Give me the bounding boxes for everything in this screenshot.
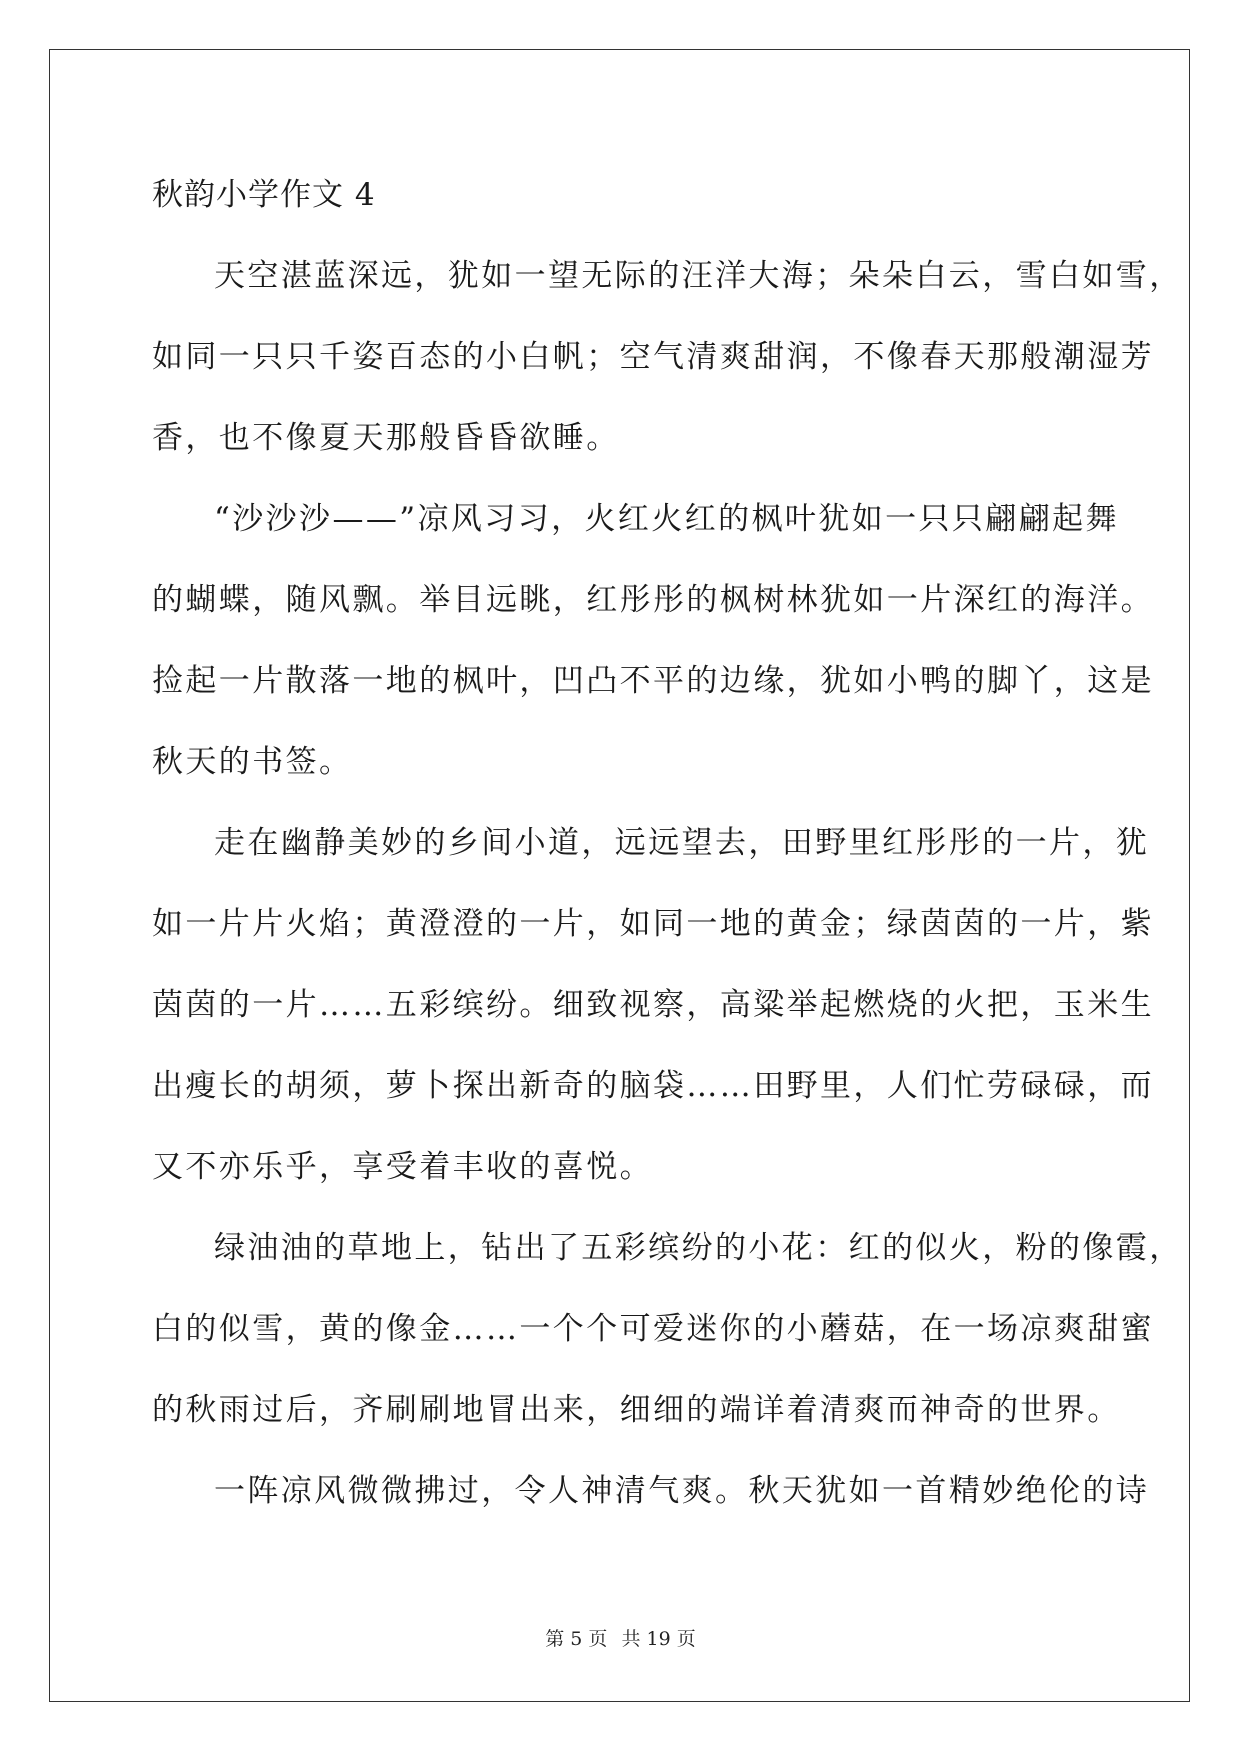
paragraph-line: 出瘦长的胡须，萝卜探出新奇的脑袋……田野里，人们忙劳碌碌，而 [152, 1068, 1154, 1104]
paragraph-line: 一阵凉风微微拂过，令人神清气爽。秋天犹如一首精妙绝伦的诗 [214, 1473, 1150, 1509]
paragraph-line: 香，也不像夏天那般昏昏欲睡。 [152, 420, 620, 456]
paragraph [152, 803, 1154, 1208]
paragraph-line: 如一片片火焰；黄澄澄的一片，如同一地的黄金；绿茵茵的一片，紫 [152, 906, 1154, 942]
paragraph [152, 1451, 1150, 1532]
paragraph-line: 捡起一片散落一地的枫叶，凹凸不平的边缘，犹如小鸭的脚丫，这是 [152, 663, 1154, 699]
page-number: 第 5 页 [545, 1628, 608, 1650]
paragraph-line: 如同一只只千姿百态的小白帆；空气清爽甜润，不像春天那般潮湿芳 [152, 339, 1154, 375]
page-footer [0, 1627, 1241, 1651]
paragraph [152, 1208, 1183, 1451]
paragraph-line: 绿油油的草地上，钻出了五彩缤纷的小花：红的似火，粉的像霞， [214, 1230, 1183, 1266]
paragraph-line: 的蝴蝶，随风飘。举目远眺，红彤彤的枫树林犹如一片深红的海洋。 [152, 582, 1154, 618]
paragraph-line: 白的似雪，黄的像金……一个个可爱迷你的小蘑菇，在一场凉爽甜蜜 [152, 1311, 1154, 1347]
paragraph-line: 走在幽静美妙的乡间小道，远远望去，田野里红彤彤的一片，犹 [214, 825, 1150, 861]
document-body [152, 155, 1183, 1532]
document-title: 秋韵小学作文 4 [152, 177, 376, 213]
paragraph [152, 236, 1183, 479]
paragraph-line: 又不亦乐乎，享受着丰收的喜悦。 [152, 1149, 653, 1185]
page-total: 共 19 页 [621, 1628, 696, 1650]
paragraph-line: 秋天的书签。 [152, 744, 353, 780]
paragraph-line: 的秋雨过后，齐刷刷地冒出来，细细的端详着清爽而神奇的世界。 [152, 1392, 1121, 1428]
paragraph-line: 茵茵的一片……五彩缤纷。细致视察，高粱举起燃烧的火把，玉米生 [152, 987, 1154, 1023]
paragraph-line: “沙沙沙——”凉风习习，火红火红的枫叶犹如一只只翩翩起舞 [214, 501, 1119, 537]
paragraph [152, 479, 1154, 803]
paragraph-line: 天空湛蓝深远，犹如一望无际的汪洋大海；朵朵白云，雪白如雪， [214, 258, 1183, 294]
